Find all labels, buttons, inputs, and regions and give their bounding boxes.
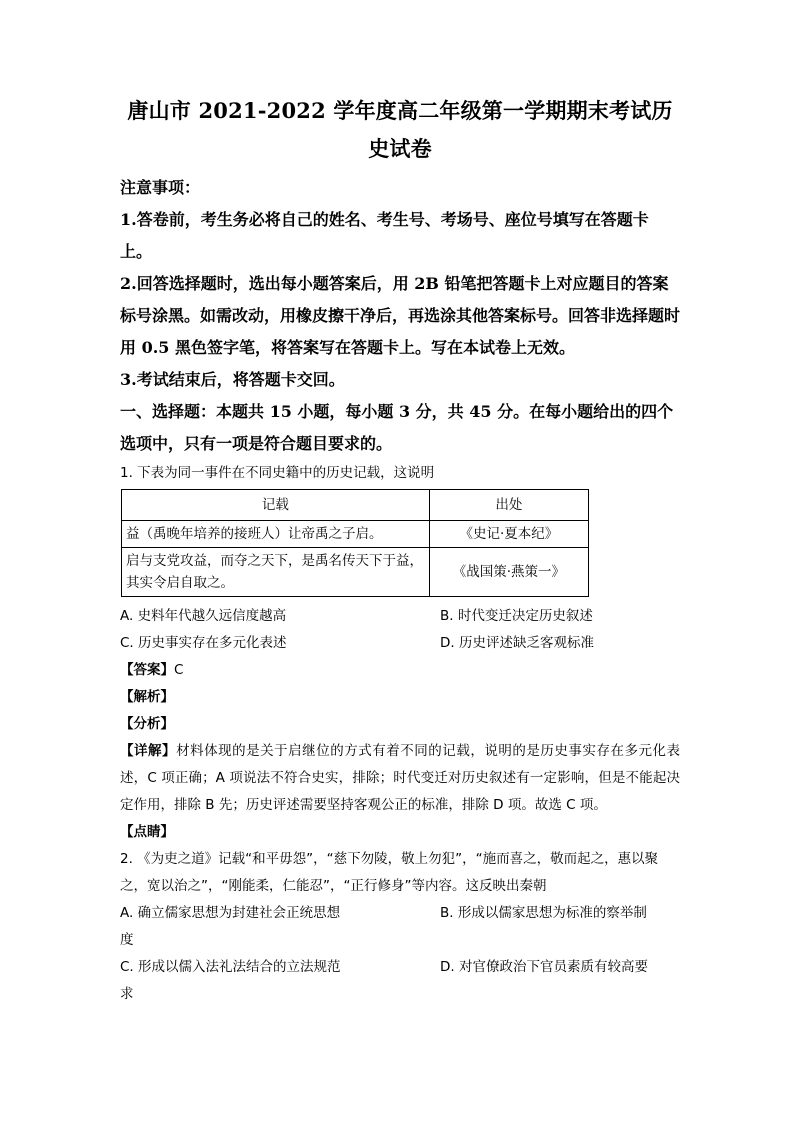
answer-value: C	[174, 662, 184, 678]
question-2-stem: 2. 《为吏之道》记载“和平毋怨”，“慈下勿陵，敬上勿犯”，“施而喜之，敬而起之，惠以聚之，宽以治之”，“刚能柔，仁能忍”，“正行修身”等内容。这反映出秦朝	[120, 851, 659, 894]
option-d: D. 对官僚政治下官员素质有较高要	[440, 959, 648, 975]
comment-label: 【点睛】	[120, 824, 174, 840]
option-c: C. 形成以儒入法礼法结合的立法规范	[120, 959, 341, 975]
exam-title: 唐山市 2021-2022 学年度高二年级第一学期期末考试历史试卷	[127, 98, 673, 161]
question-2-option-b-wrap	[120, 927, 680, 954]
table-cell-source: 《战国策·燕策一》	[429, 548, 588, 597]
answer-label: 【答案】	[120, 662, 174, 678]
option-a: A. 史料年代越久远信度越高	[120, 608, 287, 624]
section-heading: 一、选择题：本题共 15 小题，每小题 3 分，共 45 分。在每小题给出的四个选项中，只有一项是符合题目要求的。	[120, 402, 674, 453]
analysis-line	[120, 684, 680, 711]
question-2-options-ab	[120, 900, 680, 927]
records-table	[121, 489, 589, 597]
option-d-continued: 求	[120, 986, 134, 1002]
question-2-options-cd	[120, 954, 680, 981]
comment-line	[120, 819, 680, 846]
option-b-continued: 度	[120, 932, 134, 948]
analysis-label: 【解析】	[120, 689, 174, 705]
option-d: D. 历史评述缺乏客观标准	[440, 635, 594, 651]
table-cell-source: 《史记·夏本纪》	[429, 521, 588, 548]
table-header-source: 出处	[429, 490, 588, 521]
detail-text: 材料体现的是关于启继位的方式有着不同的记载，说明的是历史事实存在多元化表述，C 项正确；A 项说法不符合史实，排除；时代变迁对历史叙述有一定影响，但是不能起决定作用，排除 B 先；历史评述需要坚持客观公正的标准，排除 D 项。故选 C 项。	[120, 743, 681, 813]
option-c: C. 历史事实存在多元化表述	[120, 635, 287, 651]
option-b: B. 时代变迁决定历史叙述	[440, 608, 593, 624]
notice-item-3: 3.考试结束后，将答题卡交回。	[120, 370, 345, 389]
table-cell-record: 益（禹晚年培养的接班人）让帝禹之子启。	[122, 521, 430, 548]
answer-line	[120, 657, 680, 684]
question-1-stem: 1. 下表为同一事件在不同史籍中的历史记载，这说明	[120, 465, 435, 481]
option-b: B. 形成以儒家思想为标准的察举制	[440, 905, 647, 921]
detail-label: 【详解】	[120, 743, 177, 759]
table-header-record: 记载	[122, 490, 430, 521]
fenxi-label: 【分析】	[120, 716, 174, 732]
document-page	[120, 92, 680, 1008]
detail-paragraph	[120, 738, 680, 819]
table-cell-record: 启与支党攻益，而夺之天下，是禹名传天下于益，其实令启自取之。	[122, 548, 430, 597]
question-1-options	[120, 603, 680, 657]
notice-heading: 注意事项：	[120, 178, 201, 197]
notice-item-2: 2.回答选择题时，选出每小题答案后，用 2B 铅笔把答题卡上对应题目的答案标号涂黑。如需改动，用橡皮擦干净后，再选涂其他答案标号。回答非选择题时用 0.5 黑色签字笔，将答案写在答题卡上。写在本试卷上无效。	[120, 274, 681, 357]
fenxi-line	[120, 711, 680, 738]
table-header-row	[122, 490, 589, 521]
table-row	[122, 521, 589, 548]
question-2-option-d-wrap	[120, 981, 680, 1008]
table-row	[122, 548, 589, 597]
notice-item-1: 1.答卷前，考生务必将自己的姓名、考生号、考场号、座位号填写在答题卡上。	[120, 210, 649, 261]
option-a: A. 确立儒家思想为封建社会正统思想	[120, 905, 341, 921]
